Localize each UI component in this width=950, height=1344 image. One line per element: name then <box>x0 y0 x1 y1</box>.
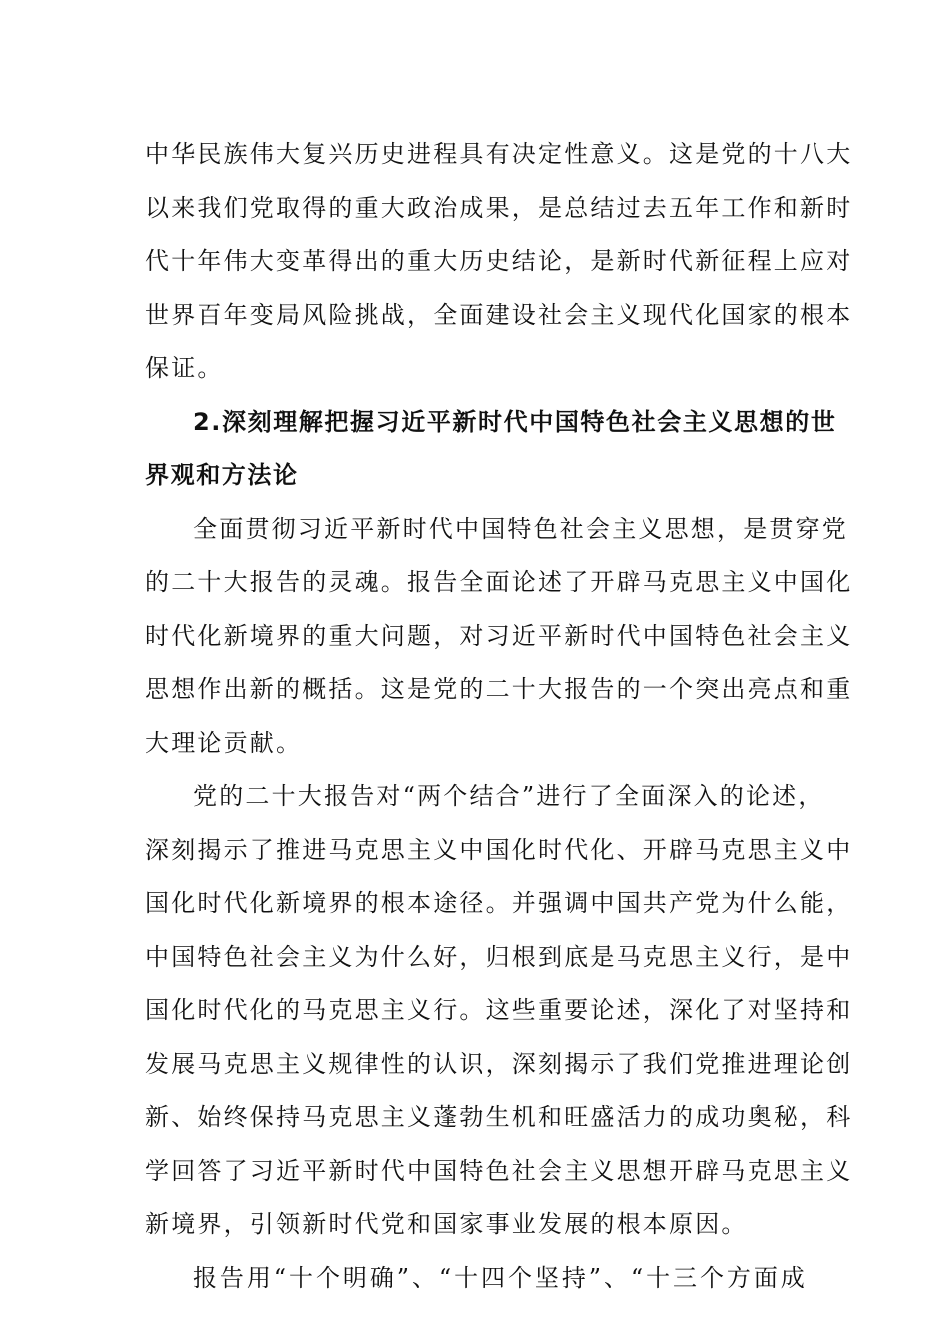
text-line: 发展马克思主义规律性的认识，深刻揭示了我们党推进理论创 <box>145 1049 853 1078</box>
section-heading <box>145 396 837 503</box>
text-line: 党的二十大报告对“两个结合”进行了全面深入的论述， <box>193 782 825 810</box>
text-line: 世界百年变局风险挑战，全面建设社会主义现代化国家的根本 <box>145 300 853 329</box>
text-line: 中国特色社会主义为什么好，归根到底是马克思主义行，是中 <box>145 942 853 971</box>
body-paragraph <box>145 128 853 396</box>
text-line: 国化时代化新境界的根本途径。并强调中国共产党为什么能， <box>145 889 853 917</box>
text-line: 代十年伟大变革得出的重大历史结论，是新时代新征程上应对 <box>145 247 853 275</box>
text-line: 思想作出新的概括。这是党的二十大报告的一个突出亮点和重 <box>145 675 853 703</box>
text-line: 全面贯彻习近平新时代中国特色社会主义思想，是贯穿党 <box>193 514 848 543</box>
text-line: 以来我们党取得的重大政治成果，是总结过去五年工作和新时 <box>145 193 853 222</box>
text-line: 深刻揭示了推进马克思主义中国化时代化、开辟马克思主义中 <box>145 835 853 864</box>
text-line: 的二十大报告的灵魂。报告全面论述了开辟马克思主义中国化 <box>145 568 853 596</box>
body-paragraph <box>145 770 853 1252</box>
text-line: 保证。 <box>145 354 224 382</box>
heading-line: 界观和方法论 <box>145 461 299 489</box>
text-line: 新、始终保持马克思主义蓬勃生机和旺盛活力的成功奥秘，科 <box>145 1103 853 1131</box>
body-paragraph <box>145 503 853 771</box>
text-line: 中华民族伟大复兴历史进程具有决定性意义。这是党的十八大 <box>145 140 853 168</box>
heading-line: 2.深刻理解把握习近平新时代中国特色社会主义思想的世 <box>193 407 837 436</box>
text-line: 大理论贡献。 <box>145 728 303 757</box>
body-paragraph <box>145 1252 807 1306</box>
text-line: 国化时代化的马克思主义行。这些重要论述，深化了对坚持和 <box>145 996 853 1024</box>
text-line: 报告用“十个明确”、“十四个坚持”、“十三个方面成 <box>193 1263 807 1292</box>
text-line: 学回答了习近平新时代中国特色社会主义思想开辟马克思主义 <box>145 1156 853 1185</box>
text-line: 时代化新境界的重大问题，对习近平新时代中国特色社会主义 <box>145 621 853 650</box>
text-line: 新境界，引领新时代党和国家事业发展的根本原因。 <box>145 1210 748 1238</box>
document-body <box>145 128 853 1305</box>
